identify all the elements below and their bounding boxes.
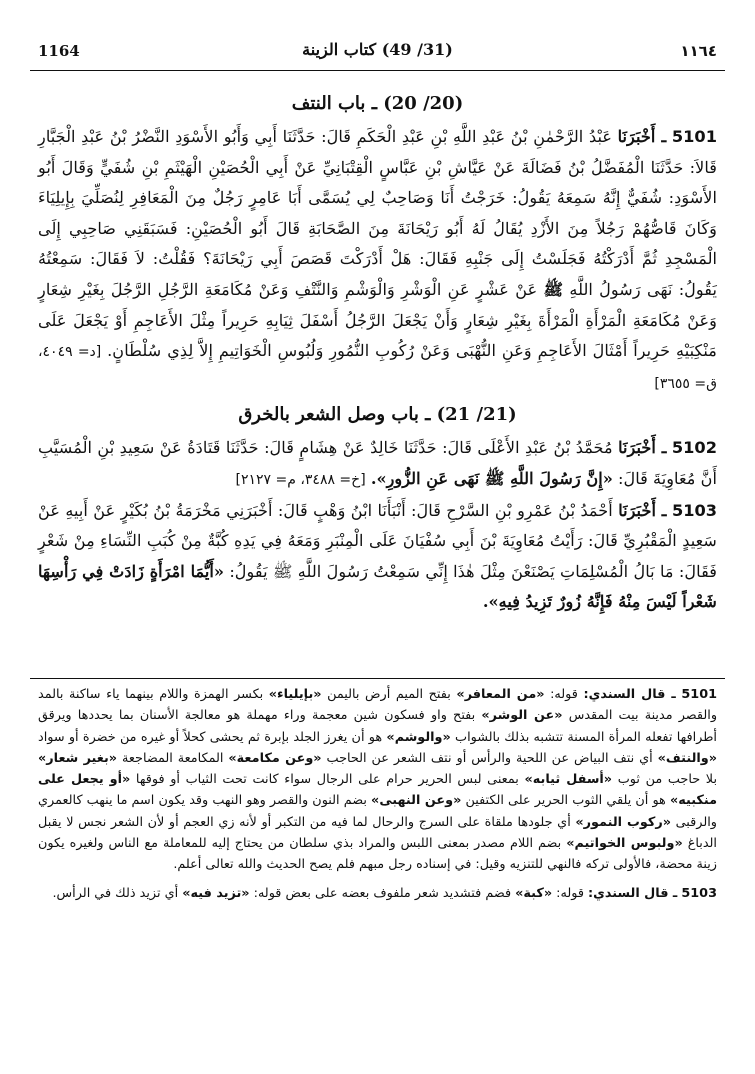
chapter-title: (21/ 21) ـ باب وصل الشعر بالخرق (238, 404, 517, 426)
footnote-text: بفتح الميم أرض باليمن (321, 687, 457, 702)
book-title: (31/ 49) كتاب الزينة (302, 40, 453, 59)
footnote-quoted-term: «كبة» (515, 885, 553, 901)
footnote-quoted-term: «وعن النهبى» (371, 793, 462, 809)
footnote-quoted-term: «بإيلياء» (268, 687, 322, 702)
hadith-5103: 5103 ـ أَخْبَرَنَا أَحْمَدُ بْنُ عَمْرِو بْنِ السَّرْحِ قَالَ: أَنْبَأَنَا ابْنُ وَهْبٍ قَالَ: أَخْبَرَنِي مَخْرَمَةُ بْنُ بُكَيْرٍ عَنْ أَبِيهِ عَنْ سَعِيدٍ الْمَقْبُرِيِّ قَالَ: رَأَيْتُ مُعَاوِيَةَ بْنَ أَبِي سُفْيَانَ عَلَى الْمِنْبَرِ وَمَعَهُ فِي يَدِهِ كُبَّةٌ مِنْ كُبَبِ النِّسَاءِ مِنْ شَعْرٍ فَقَالَ: مَا بَالُ الْمُسْلِمَاتِ يَصْنَعْنَ مِثْلَ هٰذَا إِنِّي سَمِعْتُ رَسُولَ اللَّهِ ﷺ يَقُولُ: «أَيُّمَا امْرَأَةٍ زَادَتْ فِي رَأْسِهَا شَعْراً لَيْسَ مِنْهُ فَإِنَّهُ زُورٌ تَزِيدُ فِيهِ». (38, 500, 717, 612)
footnote-quoted-term: «ولبوس الخواتيم» (566, 836, 683, 852)
footnote-text: بضم النون والقصر وهو النهب وقد يكون اسم ما ينهب كالعمري والرقبى (38, 793, 717, 830)
page-number-latin: 1164 (38, 42, 80, 60)
footnote-number: 5103 (681, 885, 717, 901)
salutation-mark: ﷺ (543, 279, 564, 299)
footnote-quoted-term: «أو يجعل على منكبيه» (38, 772, 718, 809)
footnote-quoted-term: «والوشم» (386, 729, 451, 745)
footnote-quoted-term: «وعن مكامعة» (228, 750, 322, 766)
footnote-text: قوله: (552, 885, 589, 901)
hadith-number: 5101 (671, 127, 717, 146)
page-header (30, 40, 725, 66)
hadith-quote: «أَيُّمَا امْرَأَةٍ زَادَتْ فِي رَأْسِهَا شَعْراً لَيْسَ مِنْهُ فَإِنَّهُ زُورٌ تَزِيدُ فِيهِ». (38, 561, 717, 612)
footnote-5101 (38, 684, 717, 876)
header-rule (30, 70, 725, 71)
footnote-author: ـ قال السندي: (583, 687, 676, 702)
footnote-quoted-term: «ركوب النمور» (575, 814, 672, 830)
footnote-text: أي تزيد ذلك في الرأس. (52, 885, 183, 901)
hadith-opening: أَخْبَرَنَا (617, 127, 656, 146)
hadith-5101: 5101 ـ أَخْبَرَنَا عَبْدُ الرَّحْمٰنِ بْنُ عَبْدِ اللَّهِ بْنِ عَبْدِ الْحَكَمِ قَالَ: حَدَّثَنَا أَبِي وَأَبُو الأَسْوَدِ النَّضْرُ بْنُ عَبْدِ الْجَبَّارِ قَالاَ: حَدَّثَنَا الْمُفَضَّلُ بْنُ فَضَالَةَ عَنْ عَيَّاشِ بْنِ عَبَّاسٍ الْقِتْبَانِيِّ عَنْ أَبِي الْحُصَيْنِ الْهَيْثَمِ بْنِ شُفَيٍّ وَقَالَ أَبُو الأَسْوَدِ: شُفَيٌّ إِنَّهُ سَمِعَهُ يَقُولُ: خَرَجْتُ أَنَا وَصَاحِبٌ لِي يُسَمَّى أَبَا عَامِرٍ رَجُلٌ مِنَ الْمَعَافِرِ لِنُصَلِّيَ بِإِيلِيَاءَ وَكَانَ قَاصُّهُمْ رَجُلاً مِنَ الأَزْدِ يُقَالُ لَهُ أَبُو رَيْحَانَةَ مِنَ الصَّحَابَةِ قَالَ أَبُو الْحُصَيْنِ: فَسَبَقَنِي صَاحِبِي إِلَى الْمَسْجِدِ ثُمَّ أَدْرَكْتُهُ فَجَلَسْتُ إِلَى جَنْبِهِ فَقَالَ: هَلْ أَدْرَكْتَ قَصَصَ أَبِي رَيْحَانَةَ؟ فَقُلْتُ: لاَ فَقَالَ: سَمِعْتُهُ يَقُولُ: نَهَى رَسُولُ اللَّهِ ﷺ عَنْ عَشْرٍ عَنِ الْوَشْرِ وَالْوَشْمِ وَالنَّتْفِ وَعَنْ مُكَامَعَةِ الرَّجُلِ الرَّجُلَ بِغَيْرِ شِعَارٍ وَعَنْ مُكَامَعَةِ الْمَرْأَةِ الْمَرْأَةَ بِغَيْرِ شِعَارٍ وَأَنْ يَجْعَلَ الرَّجُلُ أَسْفَلَ ثِيَابِهِ حَرِيراً مِثْلَ الأَعَاجِمِ أَوْ يَجْعَلَ عَلَى مَنْكِبَيْهِ حَرِيراً أَمْثَالَ الأَعَاجِمِ وَعَنِ النُّهْبَى وَعَنْ رُكُوبِ النُّمُورِ وَلُبُوسِ الْخَوَاتِيمِ إِلاَّ لِذِي سُلْطَانٍ. [د= ٤٠٤٩، ق= ٣٦٥٥] (38, 127, 717, 392)
main-text (38, 90, 717, 618)
footnote-text: أي نتف البياض عن اللحية والرأس أو نتف الشعر عن الحاجب (321, 750, 658, 766)
page-number-arabic: ١١٦٤ (680, 42, 717, 60)
footnote-number: 5101 (681, 687, 718, 702)
hadith-text: عَبْدُ الرَّحْمٰنِ بْنُ عَبْدِ اللَّهِ بْنِ عَبْدِ الْحَكَمِ قَالَ: حَدَّثَنَا أَبِي وَأَبُو الأَسْوَدِ النَّضْرُ بْنُ عَبْدِ الْجَبَّارِ قَالاَ: حَدَّثَنَا الْمُفَضَّلُ بْنُ فَضَالَةَ عَنْ عَيَّاشِ بْنِ عَبَّاسٍ الْقِتْبَانِيِّ عَنْ أَبِي الْحُصَيْنِ الْهَيْثَمِ بْنِ شُفَيٍّ وَقَالَ أَبُو الأَسْوَدِ: شُفَيٌّ إِنَّهُ سَمِعَهُ يَقُولُ: خَرَجْتُ أَنَا وَصَاحِبٌ لِي يُسَمَّى أَبَا عَامِرٍ رَجُلٌ مِنَ الْمَعَافِرِ لِنُصَلِّيَ بِإِيلِيَاءَ وَكَانَ قَاصُّهُمْ رَجُلاً مِنَ الأَزْدِ يُقَالُ لَهُ أَبُو رَيْحَانَةَ مِنَ الصَّحَابَةِ قَالَ أَبُو الْحُصَيْنِ: فَسَبَقَنِي صَاحِبِي إِلَى الْمَسْجِدِ ثُمَّ أَدْرَكْتُهُ فَجَلَسْتُ إِلَى جَنْبِهِ فَقَالَ: هَلْ أَدْرَكْتَ قَصَصَ أَبِي رَيْحَانَةَ؟ فَقُلْتُ: لاَ فَقَالَ: سَمِعْتُهُ يَقُولُ: نَهَى رَسُولُ اللَّهِ (38, 127, 717, 299)
footnote-body (38, 687, 717, 872)
footnote-text: هو أن يلقي الثوب الحرير على الكتفين (461, 793, 670, 809)
footnote-text: بمعنى لبس الحرير حرام على الرجال سواء كانت تحت الثياب أو فوقها (130, 772, 525, 788)
footnote-quoted-term: «تزيد فيه» (182, 885, 250, 901)
hadith-opening: أَخْبَرَنَا (618, 438, 656, 458)
footnote-text: فضم فتشديد شعر ملفوف بعضه على بعض قوله: (249, 885, 516, 901)
footnotes (38, 684, 717, 911)
hadith-reference: [خ= ٣٤٨٨، م= ٢١٢٧] (235, 471, 366, 488)
hadith-text: مُحَمَّدُ بْنُ عَبْدِ الأَعْلَى قَالَ: حَدَّثَنَا خَالِدٌ عَنْ هِشَامٍ قَالَ: حَدَّثَنَا قَتَادَةُ عَنْ سَعِيدِ بْنِ الْمُسَيَّبِ أَنَّ مُعَاوِيَةَ قَالَ: (38, 438, 717, 488)
hadith-text: أَحْمَدُ بْنُ عَمْرِو بْنِ السَّرْحِ قَالَ: أَنْبَأَنَا ابْنُ وَهْبٍ قَالَ: أَخْبَرَنِي مَخْرَمَةُ بْنُ بُكَيْرٍ عَنْ أَبِيهِ عَنْ سَعِيدٍ الْمَقْبُرِيِّ قَالَ: رَأَيْتُ مُعَاوِيَةَ بْنَ أَبِي سُفْيَانَ عَلَى الْمِنْبَرِ وَمَعَهُ فِي يَدِهِ كُبَّةٌ مِنْ كُبَبِ النِّسَاءِ مِنْ شَعْرٍ فَقَالَ: مَا بَالُ الْمُسْلِمَاتِ يَصْنَعْنَ مِثْلَ هٰذَا إِنِّي سَمِعْتُ رَسُولَ اللَّهِ ﷺ يَقُولُ: (38, 500, 717, 581)
footnote-quoted-term: «والنتف» (657, 750, 717, 766)
footnote-separator (30, 678, 725, 679)
footnote-text: بكسر الهمزة واللام بينهما ياء ساكنة بالمد والقصر مدينة بيت المقدس (38, 687, 718, 724)
footnote-text: قوله: (544, 687, 584, 702)
hadith-number: 5103 (671, 500, 717, 520)
footnote-author: ـ قال السندي: (588, 885, 678, 901)
chapter-title: (20/ 20) ـ باب النتف (291, 93, 464, 114)
footnote-5103 (38, 883, 717, 904)
footnote-quoted-term: «أسفل ثيابه» (524, 772, 613, 788)
footnote-text: بلا حاجب من ثوب (612, 772, 718, 788)
hadith-opening: أَخْبَرَنَا (618, 500, 656, 520)
hadith-number: 5102 (671, 438, 717, 458)
footnote-body (52, 886, 588, 901)
footnote-text: المكامعة المضاجعة (117, 750, 229, 766)
footnote-quoted-term: «بغير شعار» (38, 750, 118, 766)
footnote-text: هو أن يغرز الجلد بإبرة ثم يحشى كحلاً أو غيره من خضرة أو سواد (38, 729, 387, 745)
footnote-text: بفتح واو فسكون شين معجمة وراء مهملة هو معالجة الأسنان بما يحددها ويرقق أطرافها تفعله المرأة المسنة تتشبه بذلك بالشواب (38, 708, 717, 745)
footnote-text: أي جلودها ملقاة على السرج والرحال لما فيه من التكبر أو لأنه زي العجم أو لأن الشعر نجس لا يقبل الدباغ (38, 814, 717, 852)
footnote-quoted-term: «من المعافر» (456, 687, 545, 702)
footnote-quoted-term: «عن الوشر» (481, 708, 563, 724)
hadith-text-continued: عَنْ عَشْرٍ عَنِ الْوَشْرِ وَالْوَشْمِ وَالنَّتْفِ وَعَنْ مُكَامَعَةِ الرَّجُلِ الرَّجُلَ بِغَيْرِ شِعَارٍ وَعَنْ مُكَامَعَةِ الْمَرْأَةِ الْمَرْأَةَ بِغَيْرِ شِعَارٍ وَأَنْ يَجْعَلَ الرَّجُلُ أَسْفَلَ ثِيَابِهِ حَرِيراً مِثْلَ الأَعَاجِمِ أَوْ يَجْعَلَ عَلَى مَنْكِبَيْهِ حَرِيراً أَمْثَالَ الأَعَاجِمِ وَعَنِ النُّهْبَى وَعَنْ رُكُوبِ النُّمُورِ وَلُبُوسِ الْخَوَاتِيمِ إِلاَّ لِذِي سُلْطَانٍ. (38, 279, 717, 361)
footnote-text: بضم اللام مصدر بمعنى اللبس والمراد بذي سلطان من يحتاج إليه للمعاملة مع الناس ولغيره يكون زينة محضة، فالأولى تركه فالنهي للتنزيه وقيل: في إسناده رجل مبهم فلم يصح الحديث والله تعالى أعلم. (38, 836, 717, 873)
hadith-quote: «إِنَّ رَسُولَ اللَّهِ ﷺ نَهَى عَنِ الزُّورِ». (370, 468, 613, 488)
hadith-reference: [د= ٤٠٤٩، ق= ٣٦٥٥] (38, 344, 717, 392)
hadith-5102: 5102 ـ أَخْبَرَنَا مُحَمَّدُ بْنُ عَبْدِ الأَعْلَى قَالَ: حَدَّثَنَا خَالِدٌ عَنْ هِشَامٍ قَالَ: حَدَّثَنَا قَتَادَةُ عَنْ سَعِيدِ بْنِ الْمُسَيَّبِ أَنَّ مُعَاوِيَةَ قَالَ: «إِنَّ رَسُولَ اللَّهِ ﷺ نَهَى عَنِ الزُّورِ». [خ= ٣٤٨٨، م= ٢١٢٧] (38, 438, 717, 488)
